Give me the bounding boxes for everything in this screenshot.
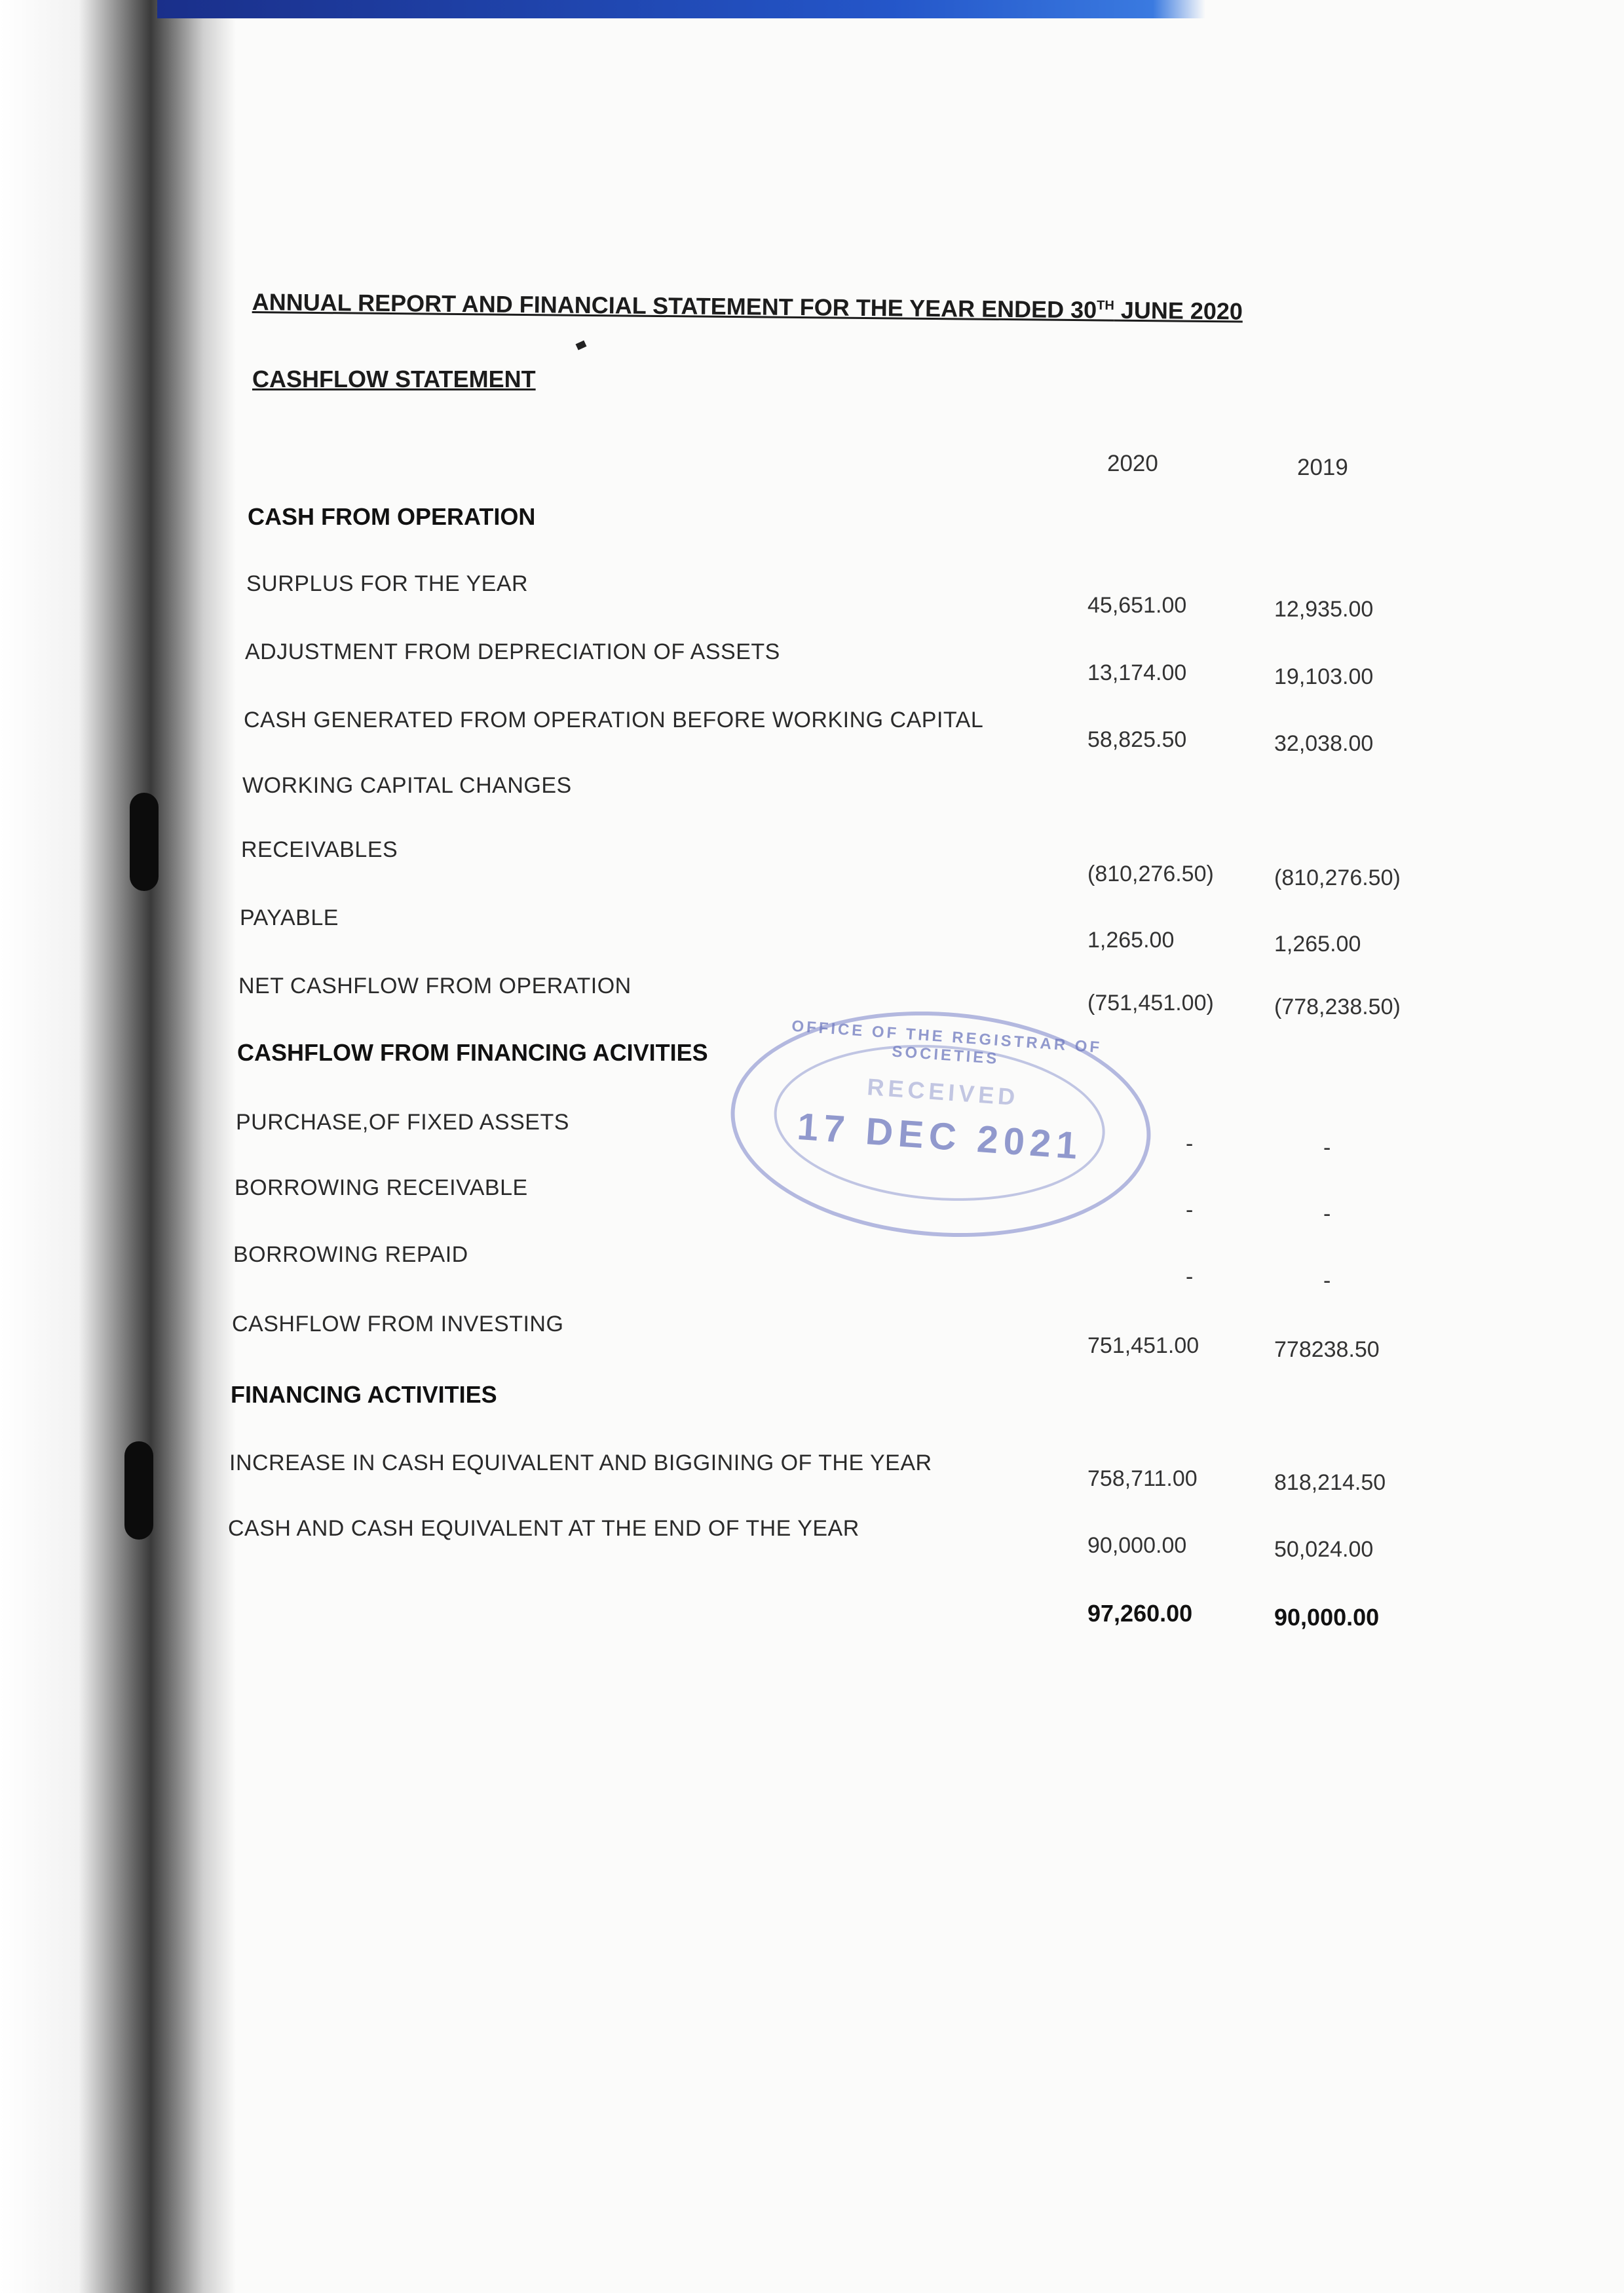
value-2020: - bbox=[1186, 1198, 1194, 1222]
row-label: SURPLUS FOR THE YEAR bbox=[246, 571, 529, 596]
value-2020: (751,451.00) bbox=[1087, 991, 1214, 1015]
report-title bbox=[252, 288, 1497, 328]
row-label: CASHFLOW FROM INVESTING bbox=[232, 1312, 564, 1336]
row-label: PAYABLE bbox=[240, 905, 339, 930]
value-2020: 1,265.00 bbox=[1087, 928, 1175, 953]
received-stamp bbox=[723, 998, 1158, 1251]
value-2020: - bbox=[1186, 1131, 1194, 1156]
binding-shadow bbox=[0, 0, 236, 2293]
row-label: ADJUSTMENT FROM DEPRECIATION OF ASSETS bbox=[245, 639, 780, 664]
row-label: INCREASE IN CASH EQUIVALENT AND BIGGINING OF THE YEAR bbox=[229, 1450, 932, 1475]
value-2019: 19,103.00 bbox=[1274, 664, 1374, 689]
stamp-ring-text: OFFICE OF THE REGISTRAR OF SOCIETIES bbox=[791, 1017, 1103, 1068]
section-heading: CASHFLOW FROM FINANCING ACIVITIES bbox=[237, 1039, 708, 1066]
value-2019: (778,238.50) bbox=[1274, 995, 1401, 1019]
row-label: CASH GENERATED FROM OPERATION BEFORE WORKING CAPITAL bbox=[244, 708, 984, 732]
punch-hole-top bbox=[130, 793, 159, 891]
value-2019: 778238.50 bbox=[1274, 1337, 1380, 1362]
section-heading: FINANCING ACTIVITIES bbox=[231, 1381, 497, 1408]
value-2020: 45,651.00 bbox=[1087, 593, 1187, 618]
report-title-superscript: TH bbox=[1097, 298, 1115, 313]
statement-title: CASHFLOW STATEMENT bbox=[252, 366, 536, 392]
report-title-main: ANNUAL REPORT AND FINANCIAL STATEMENT FOR THE YEAR ENDED 30 bbox=[252, 288, 1097, 324]
value-2019: (810,276.50) bbox=[1274, 865, 1401, 890]
value-2019: - bbox=[1323, 1268, 1331, 1293]
value-2019: - bbox=[1323, 1135, 1331, 1160]
stamp-status: RECEIVED bbox=[866, 1073, 1020, 1111]
value-2020: 751,451.00 bbox=[1087, 1333, 1199, 1358]
row-label: PURCHASE,OF FIXED ASSETS bbox=[236, 1110, 569, 1135]
value-2020: - bbox=[1186, 1264, 1194, 1289]
page-header bbox=[252, 288, 1497, 392]
value-2020: 58,825.50 bbox=[1087, 727, 1187, 752]
value-2020: 758,711.00 bbox=[1087, 1466, 1198, 1491]
row-label: RECEIVABLES bbox=[241, 837, 398, 862]
row-label: BORROWING REPAID bbox=[233, 1242, 468, 1267]
value-2020: (810,276.50) bbox=[1087, 862, 1214, 886]
value-2019: 32,038.00 bbox=[1274, 731, 1374, 756]
value-2019: 50,024.00 bbox=[1274, 1537, 1374, 1562]
stamp-date: 17 DEC 2021 bbox=[795, 1105, 1084, 1168]
value-2019: 12,935.00 bbox=[1274, 597, 1374, 622]
total-value-2019: 90,000.00 bbox=[1274, 1604, 1380, 1631]
column-header-2020: 2020 bbox=[1107, 451, 1158, 476]
row-label: WORKING CAPITAL CHANGES bbox=[242, 773, 572, 798]
value-2019: 818,214.50 bbox=[1274, 1470, 1386, 1495]
row-label: BORROWING RECEIVABLE bbox=[235, 1175, 528, 1200]
row-label: NET CASHFLOW FROM OPERATION bbox=[238, 974, 632, 998]
value-2019: 1,265.00 bbox=[1274, 932, 1361, 957]
section-heading: CASH FROM OPERATION bbox=[248, 503, 536, 530]
report-title-tail: JUNE 2020 bbox=[1114, 296, 1243, 325]
row-label: CASH AND CASH EQUIVALENT AT THE END OF THE YEAR bbox=[228, 1516, 859, 1541]
value-2020: 13,174.00 bbox=[1087, 660, 1187, 685]
column-header-2019: 2019 bbox=[1297, 455, 1348, 480]
value-2020: 90,000.00 bbox=[1087, 1533, 1187, 1558]
total-value-2020: 97,260.00 bbox=[1087, 1600, 1193, 1627]
value-2019: - bbox=[1323, 1202, 1331, 1226]
punch-hole-bottom bbox=[124, 1441, 153, 1540]
pen-mark bbox=[576, 341, 587, 351]
